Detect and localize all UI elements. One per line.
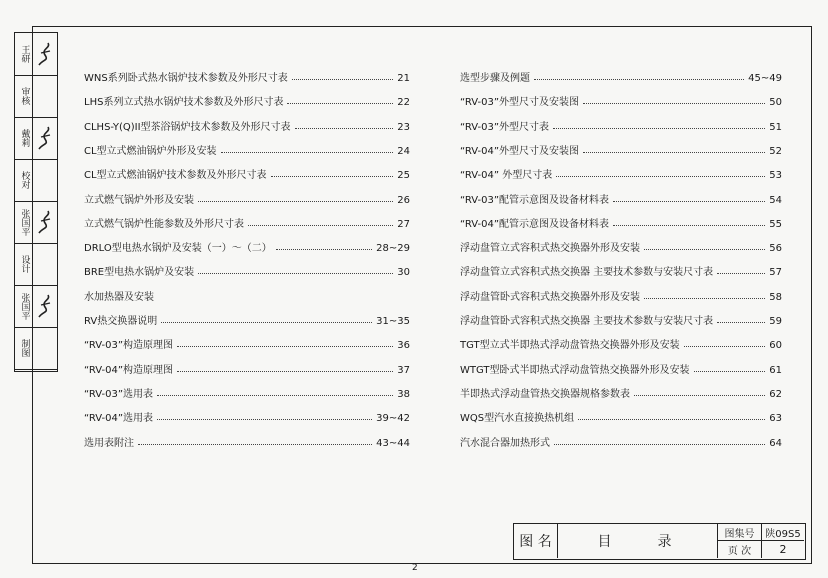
toc-dot-leader — [295, 127, 394, 129]
stamp-cell — [15, 117, 57, 160]
sheet-page-number: 2 — [412, 563, 418, 573]
toc-entry[interactable] — [84, 291, 410, 305]
toc-entry-title: 选型步骤及例题 — [460, 73, 530, 84]
toc-dot-leader — [157, 418, 372, 420]
toc-entry-title: 浮动盘管立式容积式热交换器外形及安装 — [460, 243, 640, 255]
toc-dot-leader — [694, 370, 766, 372]
toc-entry-title: “RV-03”构造原理图 — [84, 340, 174, 352]
toc-entry-page: 37 — [397, 364, 410, 376]
stamp-signature — [33, 33, 57, 75]
toc-entry[interactable] — [460, 437, 782, 451]
toc-entry-page: 62 — [769, 388, 782, 400]
handwritten-signature — [35, 39, 55, 69]
toc-entry-page: 25 — [397, 170, 410, 182]
stamp-cell — [15, 159, 57, 202]
toc-entry-title: 立式燃气锅炉外形及安装 — [84, 194, 194, 206]
toc-dot-leader — [248, 224, 393, 226]
stamp-signature — [33, 75, 57, 117]
toc-dot-leader — [177, 345, 393, 347]
title-block-page-value: 2 — [779, 543, 787, 556]
toc-entry-title: 汽水混合器加热形式 — [460, 437, 550, 449]
toc-entry[interactable] — [460, 242, 782, 256]
toc-entry-page: 59 — [769, 316, 782, 327]
toc-dot-leader — [613, 200, 765, 202]
stamp-signature — [33, 285, 57, 327]
toc-entry-title: 浮动盘管卧式容积式热交换器 主要技术参数与安装尺寸表 — [460, 316, 714, 327]
toc-dot-leader — [157, 394, 393, 396]
stamp-cell — [15, 285, 57, 328]
toc-entry[interactable] — [460, 169, 782, 183]
stamp-role: 王研 — [18, 33, 33, 75]
toc-entry[interactable] — [460, 412, 782, 426]
toc-entry-title: DRLO型电热水锅炉及安装（一）～（二） — [84, 243, 272, 255]
toc-entry-page: 54 — [769, 194, 782, 206]
stamp-role: 设计 — [18, 243, 33, 285]
handwritten-signature — [35, 123, 55, 153]
toc-entry-page: 26 — [397, 194, 410, 206]
toc-entry-page: 45~49 — [748, 73, 782, 84]
toc-entry[interactable] — [84, 72, 410, 86]
toc-entry[interactable] — [84, 194, 410, 208]
toc-entry-page: 31~35 — [376, 316, 410, 327]
toc-entry-title: TGT型立式半即热式浮动盘管热交换器外形及安装 — [460, 340, 680, 352]
stamp-cell — [15, 243, 57, 286]
title-block-name-label: 图 名 — [514, 524, 558, 558]
stamp-role: 戴莉 — [18, 117, 33, 159]
toc-entry-title: WTGT型卧式半即热式浮动盘管热交换器外形及安装 — [460, 364, 690, 376]
stamp-role: 张国平 — [18, 285, 33, 327]
toc-entry-page: 60 — [769, 340, 782, 352]
toc-entry-page: 24 — [397, 145, 410, 157]
toc-entry[interactable] — [84, 145, 410, 159]
toc-entry[interactable] — [84, 437, 410, 451]
toc-dot-leader — [287, 102, 393, 104]
toc-dot-leader — [578, 418, 765, 420]
toc-dot-leader — [553, 127, 765, 129]
toc-entry[interactable] — [84, 266, 410, 280]
toc-entry-page: 58 — [769, 291, 782, 303]
toc-entry-page: 53 — [769, 170, 782, 182]
toc-dot-leader — [613, 224, 765, 226]
toc-entry-page: 55 — [769, 218, 782, 230]
toc-entry[interactable] — [84, 388, 410, 402]
toc-dot-leader — [292, 78, 394, 80]
toc-entry-page: 43~44 — [376, 437, 410, 449]
toc-entry-title: LHS系列立式热水锅炉技术参数及外形尺寸表 — [84, 97, 284, 109]
stamp-role: 张国平 — [18, 201, 33, 243]
toc-entry-page: 56 — [769, 243, 782, 255]
toc-entry-page: 64 — [769, 437, 782, 449]
toc-dot-leader — [644, 297, 765, 299]
toc-entry-title: CLHS-Y(Q)II型茶浴锅炉技术参数及外形尺寸表 — [84, 121, 291, 133]
toc-entry[interactable] — [84, 364, 410, 378]
toc-entry-title: “RV-03”配管示意图及设备材料表 — [460, 194, 610, 206]
toc-entry-page: 28~29 — [376, 243, 410, 255]
toc-entry-page: 61 — [769, 364, 782, 376]
toc-entry[interactable] — [460, 145, 782, 159]
stamp-signature — [33, 117, 57, 159]
toc-entry-title: “RV-04”选用表 — [84, 413, 154, 425]
toc-entry-page: 30 — [397, 267, 410, 279]
toc-dot-leader — [556, 175, 765, 177]
toc-dot-leader — [138, 443, 372, 445]
toc-entry[interactable] — [84, 96, 410, 110]
toc-entry-title: “RV-03”外型尺寸及安装图 — [460, 97, 580, 109]
toc-entry-title: “RV-04” 外型尺寸表 — [460, 170, 553, 182]
toc-entry-title: 半即热式浮动盘管热交换器规格参数表 — [460, 388, 630, 400]
toc-entry-title: BRE型电热水锅炉及安装 — [84, 267, 195, 279]
toc-entry-title: 浮动盘管卧式容积式热交换器外形及安装 — [460, 291, 640, 303]
stamp-cell — [15, 33, 57, 76]
toc-entry[interactable] — [460, 96, 782, 110]
toc-entry[interactable] — [460, 364, 782, 378]
stamp-role: 审核 — [18, 75, 33, 117]
toc-entry[interactable] — [84, 121, 410, 135]
stamp-signature — [33, 201, 57, 243]
toc-entry[interactable] — [84, 218, 410, 232]
toc-entry-page: 22 — [397, 97, 410, 109]
toc-dot-leader — [198, 272, 393, 274]
toc-dot-leader — [221, 151, 394, 153]
toc-entry-title: WNS系列卧式热水锅炉技术参数及外形尺寸表 — [84, 73, 288, 84]
handwritten-signature — [35, 207, 55, 237]
stamp-signature — [33, 243, 57, 285]
toc-dot-leader — [276, 248, 372, 250]
title-block-name-value: 目 录 — [558, 524, 718, 558]
toc-entry-page: 63 — [769, 413, 782, 425]
stamp-signature — [33, 327, 57, 369]
toc-entry[interactable] — [460, 266, 782, 280]
toc-dot-leader — [177, 370, 393, 372]
toc-entry[interactable] — [84, 242, 410, 256]
stamp-cell — [15, 75, 57, 118]
toc-entry[interactable] — [84, 412, 410, 426]
toc-dot-leader — [554, 443, 765, 445]
approval-stamp-column — [14, 32, 58, 372]
toc-entry[interactable] — [460, 291, 782, 305]
toc-entry-title: 立式燃气锅炉性能参数及外形尺寸表 — [84, 218, 244, 230]
toc-entry-title: WQS型汽水直接换热机组 — [460, 413, 575, 425]
toc-entry-title: 水加热器及安装 — [84, 291, 154, 303]
toc-entry-page: 38 — [397, 388, 410, 400]
toc-entry-page: 50 — [769, 97, 782, 109]
toc-entry-page: 51 — [769, 121, 782, 133]
toc-entry-title: 浮动盘管立式容积式热交换器 主要技术参数与安装尺寸表 — [460, 267, 714, 279]
stamp-cell — [15, 201, 57, 244]
toc-dot-leader — [161, 321, 372, 323]
title-block-set-label: 图集号 — [718, 524, 762, 541]
toc-entry[interactable] — [460, 121, 782, 135]
toc-dot-leader — [271, 175, 394, 177]
toc-entry[interactable] — [84, 169, 410, 183]
toc-entry[interactable] — [84, 315, 410, 329]
toc-entry-title: “RV-04”外型尺寸及安装图 — [460, 145, 580, 157]
handwritten-signature — [35, 291, 55, 321]
toc-dot-leader — [534, 78, 744, 80]
toc-dot-leader — [583, 151, 765, 153]
toc-entry-page: 27 — [397, 218, 410, 230]
toc-dot-leader — [717, 272, 765, 274]
toc-entry[interactable] — [460, 315, 782, 329]
toc-entry-title: CL型立式燃油锅炉技术参数及外形尺寸表 — [84, 170, 267, 182]
toc-entry[interactable] — [460, 218, 782, 232]
title-block — [513, 523, 806, 560]
toc-entry-title: 选用表附注 — [84, 437, 134, 449]
title-block-page-label: 页 次 — [718, 541, 762, 558]
title-block-set-value: 陕09S5 — [762, 524, 804, 541]
toc-dot-leader — [198, 200, 393, 202]
toc-entry[interactable] — [460, 194, 782, 208]
toc-dot-leader — [634, 394, 765, 396]
toc-entry[interactable] — [460, 388, 782, 402]
stamp-role: 校对 — [18, 159, 33, 201]
toc-entry-title: RV热交换器说明 — [84, 316, 158, 327]
stamp-signature — [33, 159, 57, 201]
toc-entry-page: 57 — [769, 267, 782, 279]
toc-entry-page: 52 — [769, 145, 782, 157]
toc-entry-page: 39~42 — [376, 413, 410, 425]
toc-entry-title: CL型立式燃油锅炉外形及安装 — [84, 145, 217, 157]
toc-entry-title: “RV-03”选用表 — [84, 388, 154, 400]
toc-entry[interactable] — [84, 339, 410, 353]
toc-dot-leader — [684, 345, 766, 347]
toc-dot-leader — [583, 102, 765, 104]
stamp-role: 制图 — [18, 327, 33, 369]
toc-dot-leader — [717, 321, 765, 323]
toc-entry[interactable] — [460, 339, 782, 353]
toc-entry-title: “RV-04”配管示意图及设备材料表 — [460, 218, 610, 230]
toc-entry-page: 21 — [397, 73, 410, 84]
toc-entry-title: “RV-03”外型尺寸表 — [460, 121, 550, 133]
toc-entry-page: 36 — [397, 340, 410, 352]
toc-entry[interactable] — [460, 72, 782, 86]
toc-entry-title: “RV-04”构造原理图 — [84, 364, 174, 376]
stamp-cell — [15, 327, 57, 370]
toc-entry-page: 23 — [397, 121, 410, 133]
toc-dot-leader — [644, 248, 765, 250]
